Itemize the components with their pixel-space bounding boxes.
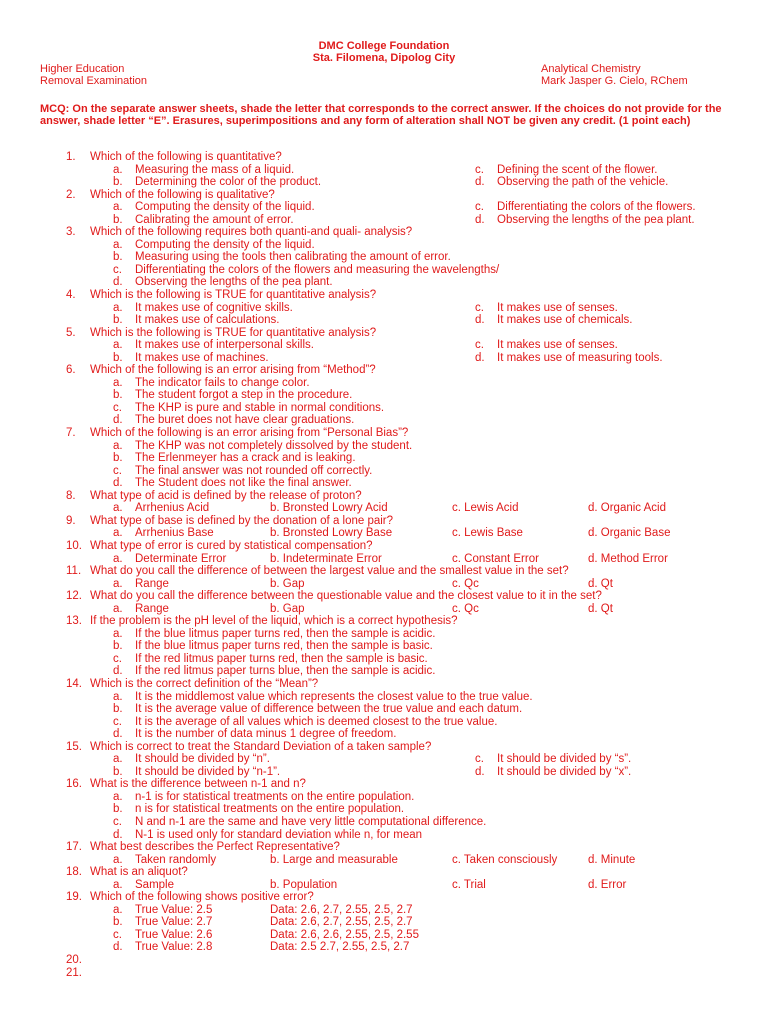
- question-number: 10.: [66, 539, 82, 552]
- option-letter: d.: [113, 665, 123, 678]
- question-text: What type of error is cured by statistical compensation?: [90, 539, 373, 552]
- option-row: [0, 803, 768, 816]
- option-text: b. Large and measurable: [270, 853, 398, 866]
- option-true-value: True Value: 2.8: [135, 941, 213, 954]
- subject-label: Analytical Chemistry: [541, 63, 641, 75]
- option-text: d. Qt: [588, 577, 613, 590]
- option-text: b. Population: [270, 878, 338, 891]
- question-row: [0, 590, 768, 603]
- question-text: What type of base is defined by the donation of a lone pair?: [90, 514, 394, 527]
- option-letter: c.: [475, 339, 484, 352]
- question-row: [0, 226, 768, 239]
- option-text: It should be divided by “n-1”.: [135, 765, 281, 778]
- option-letter: c.: [475, 201, 484, 214]
- option-row: [0, 879, 768, 892]
- option-text: It makes use of machines.: [135, 351, 269, 364]
- question-text: Which of the following is an error arising from “Method”?: [90, 364, 376, 377]
- option-letter: b.: [113, 452, 123, 465]
- question-text: Which of the following is quantitative?: [90, 151, 282, 163]
- option-letter: b.: [113, 251, 123, 264]
- option-letter: b.: [113, 640, 123, 653]
- option-letter: a.: [113, 552, 123, 565]
- question-row: [0, 891, 768, 904]
- question-number: 7.: [66, 427, 76, 440]
- option-true-value: True Value: 2.7: [135, 916, 213, 929]
- question-number: 11.: [66, 565, 82, 578]
- option-letter: d.: [113, 276, 123, 289]
- option-text: Arrhenius Acid: [135, 502, 210, 515]
- question-list: [0, 151, 768, 979]
- option-letter: a.: [113, 376, 123, 389]
- school-address: Sta. Filomena, Dipolog City: [312, 52, 456, 64]
- option-row: [0, 916, 768, 929]
- instructions: MCQ: On the separate answer sheets, shade the letter that corresponds to the correct answer. If the choices do not provide for the answer, shade letter “E”. Erasures, superimpositions and any form of alteration shall NOT be given any credit. (1 point each): [40, 103, 722, 128]
- question-row: [0, 967, 768, 980]
- option-text: Differentiating the colors of the flowers and measuring the wavelengths/: [135, 263, 500, 276]
- option-text: It is the average of all values which is deemed closest to the true value.: [135, 715, 498, 728]
- option-text: Determining the color of the product.: [135, 176, 322, 189]
- option-letter: c.: [113, 815, 122, 828]
- department-label: Higher Education: [40, 63, 125, 75]
- option-letter: b.: [113, 803, 123, 816]
- question-number: 20.: [66, 954, 82, 966]
- option-letter: b.: [113, 389, 123, 402]
- option-data: Data: 2.5 2.7, 2.55, 2.5, 2.7: [270, 941, 410, 954]
- option-row: [0, 314, 768, 327]
- question-text: What is an aliquot?: [90, 866, 188, 879]
- question-text: Which is correct to treat the Standard Deviation of a taken sample?: [90, 740, 432, 753]
- question-row: [0, 565, 768, 578]
- option-row: [0, 251, 768, 264]
- option-text: Arrhenius Base: [135, 527, 214, 540]
- option-row: [0, 164, 768, 177]
- question-row: [0, 515, 768, 528]
- option-letter: a.: [113, 201, 123, 214]
- option-text: d. Organic Base: [588, 527, 671, 540]
- option-row: [0, 929, 768, 942]
- option-text: Computing the density of the liquid.: [135, 201, 315, 214]
- instructor-label: Mark Jasper G. Cielo, RChem: [541, 75, 688, 87]
- option-text: The Erlenmeyer has a crack and is leaking.: [135, 452, 356, 465]
- option-text: The final answer was not rounded off correctly.: [135, 464, 373, 477]
- option-letter: d.: [113, 728, 123, 741]
- option-letter: d.: [475, 176, 485, 189]
- question-row: [0, 741, 768, 754]
- question-number: 14.: [66, 677, 82, 690]
- option-text: It is the average value of difference between the true value and each datum.: [135, 703, 523, 716]
- option-row: [0, 465, 768, 478]
- option-letter: b.: [113, 176, 123, 189]
- question-text: What do you call the difference between the questionable value and the closest value to it in the set?: [90, 590, 602, 603]
- option-text: It makes use of calculations.: [135, 314, 280, 327]
- question-row: [0, 615, 768, 628]
- option-row: [0, 691, 768, 704]
- option-text: If the red litmus paper turns red, then the sample is basic.: [135, 652, 428, 665]
- option-text: b. Gap: [270, 577, 305, 590]
- school-name: DMC College Foundation: [318, 40, 450, 52]
- option-row: [0, 402, 768, 415]
- option-text: If the red litmus paper turns blue, then the sample is acidic.: [135, 665, 436, 678]
- option-letter: a.: [113, 527, 123, 540]
- option-letter: a.: [113, 339, 123, 352]
- option-text: Differentiating the colors of the flowers.: [497, 201, 696, 214]
- question-text: What is the difference between n-1 and n?: [90, 778, 306, 791]
- question-number: 6.: [66, 364, 76, 377]
- option-letter: a.: [113, 790, 123, 803]
- question-row: [0, 151, 768, 164]
- question-text: Which is the following is TRUE for quantitative analysis?: [90, 289, 377, 302]
- option-row: [0, 264, 768, 277]
- option-row: [0, 389, 768, 402]
- option-letter: a.: [113, 577, 123, 590]
- question-text: Which of the following is qualitative?: [90, 188, 275, 201]
- option-text: N-1 is used only for standard deviation while n, for mean: [135, 828, 423, 841]
- option-row: [0, 791, 768, 804]
- option-text: b. Bronsted Lowry Base: [270, 527, 393, 540]
- option-letter: c.: [113, 401, 122, 414]
- option-letter: d.: [113, 414, 123, 427]
- option-letter: c.: [113, 464, 122, 477]
- option-letter: d.: [113, 477, 123, 490]
- option-letter: a.: [113, 439, 123, 452]
- option-text: c. Lewis Base: [452, 527, 523, 540]
- question-number: 15.: [66, 740, 82, 753]
- option-true-value: True Value: 2.5: [135, 903, 213, 916]
- option-letter: a.: [113, 690, 123, 703]
- option-letter: c.: [475, 163, 484, 176]
- option-letter: a.: [113, 627, 123, 640]
- option-row: [0, 302, 768, 315]
- question-text: Which of the following requires both quanti-and quali- analysis?: [90, 226, 413, 239]
- option-text: The indicator fails to change color.: [135, 376, 310, 389]
- option-text: It makes use of chemicals.: [497, 314, 633, 327]
- question-number: 12.: [66, 590, 82, 603]
- option-text: The buret does not have clear graduations.: [135, 414, 355, 427]
- question-text: Which is the correct definition of the “Mean”?: [90, 677, 319, 690]
- option-text: Range: [135, 577, 169, 590]
- option-text: It should be divided by “x”.: [497, 765, 632, 778]
- option-row: [0, 352, 768, 365]
- option-text: Computing the density of the liquid.: [135, 238, 315, 251]
- option-letter: c.: [113, 263, 122, 276]
- option-row: [0, 829, 768, 842]
- option-text: d. Minute: [588, 853, 636, 866]
- question-row: [0, 364, 768, 377]
- question-number: 13.: [66, 615, 82, 628]
- option-data: Data: 2.6, 2.7, 2.55, 2.5, 2.7: [270, 916, 413, 929]
- option-row: [0, 653, 768, 666]
- option-row: [0, 214, 768, 227]
- option-text: d. Error: [588, 878, 627, 891]
- question-number: 2.: [66, 188, 76, 201]
- option-row: [0, 239, 768, 252]
- option-text: c. Taken consciously: [452, 853, 558, 866]
- option-letter: a.: [113, 238, 123, 251]
- option-text: Determinate Error: [135, 552, 227, 565]
- option-row: [0, 201, 768, 214]
- option-row: [0, 603, 768, 616]
- option-row: [0, 440, 768, 453]
- question-number: 5.: [66, 326, 76, 339]
- question-row: [0, 189, 768, 202]
- question-number: 4.: [66, 289, 76, 302]
- question-number: 3.: [66, 226, 76, 239]
- option-text: It is the middlemost value which represents the closest value to the true value.: [135, 690, 533, 703]
- question-text: What do you call the difference of between the largest value and the smallest value in the set?: [90, 565, 569, 578]
- question-row: [0, 327, 768, 340]
- option-letter: b.: [113, 765, 123, 778]
- option-row: [0, 753, 768, 766]
- option-text: b. Gap: [270, 602, 305, 615]
- option-text: d. Organic Acid: [588, 502, 666, 515]
- option-text: It makes use of measuring tools.: [497, 351, 663, 364]
- option-text: It makes use of cognitive skills.: [135, 301, 293, 314]
- option-text: If the blue litmus paper turns red, then the sample is basic.: [135, 640, 433, 653]
- option-letter: d.: [475, 314, 485, 327]
- option-data: Data: 2.6, 2.7, 2.55, 2.5, 2.7: [270, 903, 413, 916]
- question-row: [0, 289, 768, 302]
- option-letter: c.: [113, 652, 122, 665]
- option-text: c. Trial: [452, 878, 486, 891]
- question-number: 21.: [66, 966, 82, 979]
- option-row: [0, 553, 768, 566]
- option-text: Measuring the mass of a liquid.: [135, 163, 295, 176]
- option-row: [0, 716, 768, 729]
- question-row: [0, 841, 768, 854]
- option-row: [0, 578, 768, 591]
- option-row: [0, 377, 768, 390]
- question-text: Which of the following shows positive error?: [90, 891, 314, 904]
- option-letter: a.: [113, 878, 123, 891]
- option-text: It should be divided by “s”.: [497, 753, 632, 766]
- question-row: [0, 490, 768, 503]
- option-row: [0, 904, 768, 917]
- option-text: It is the number of data minus 1 degree of freedom.: [135, 728, 397, 741]
- question-number: 8.: [66, 489, 76, 502]
- option-letter: c.: [113, 928, 122, 941]
- option-letter: b.: [113, 213, 123, 226]
- option-letter: a.: [113, 301, 123, 314]
- option-text: d. Qt: [588, 602, 613, 615]
- option-text: The KHP is pure and stable in normal conditions.: [135, 401, 385, 414]
- option-letter: d.: [113, 941, 123, 954]
- option-letter: a.: [113, 753, 123, 766]
- option-data: Data: 2.6, 2.6, 2.55, 2.5, 2.55: [270, 928, 419, 941]
- option-text: Range: [135, 602, 169, 615]
- option-row: [0, 176, 768, 189]
- option-letter: a.: [113, 602, 123, 615]
- option-row: [0, 766, 768, 779]
- option-text: The KHP was not completely dissolved by the student.: [135, 439, 413, 452]
- option-letter: b.: [113, 351, 123, 364]
- option-text: Observing the path of the vehicle.: [497, 176, 669, 189]
- option-row: [0, 628, 768, 641]
- option-letter: d.: [475, 765, 485, 778]
- question-number: 9.: [66, 514, 76, 527]
- option-text: b. Indeterminate Error: [270, 552, 382, 565]
- option-letter: a.: [113, 853, 123, 866]
- question-number: 17.: [66, 841, 82, 854]
- option-letter: d.: [113, 828, 123, 841]
- option-row: [0, 452, 768, 465]
- option-letter: b.: [113, 314, 123, 327]
- question-row: [0, 678, 768, 691]
- option-letter: d.: [475, 213, 485, 226]
- option-row: [0, 502, 768, 515]
- option-text: Observing the lengths of the pea plant.: [497, 213, 695, 226]
- exam-type-label: Removal Examination: [40, 75, 147, 87]
- option-text: Observing the lengths of the pea plant.: [135, 276, 333, 289]
- option-row: [0, 477, 768, 490]
- question-row: [0, 866, 768, 879]
- option-text: It makes use of senses.: [497, 301, 618, 314]
- question-number: 18.: [66, 866, 82, 879]
- option-text: c. Qc: [452, 602, 479, 615]
- option-text: If the blue litmus paper turns red, then the sample is acidic.: [135, 627, 436, 640]
- option-row: [0, 414, 768, 427]
- question-text: Which is the following is TRUE for quantitative analysis?: [90, 326, 377, 339]
- option-text: c. Lewis Acid: [452, 502, 519, 515]
- question-text: If the problem is the pH level of the liquid, which is a correct hypothesis?: [90, 615, 458, 628]
- option-row: [0, 854, 768, 867]
- option-text: It should be divided by “n”.: [135, 753, 270, 766]
- option-text: Taken randomly: [135, 853, 217, 866]
- option-text: c. Qc: [452, 577, 479, 590]
- question-text: Which of the following is an error arising from “Personal Bias”?: [90, 427, 409, 440]
- option-text: It makes use of interpersonal skills.: [135, 339, 314, 352]
- question-text: What best describes the Perfect Representative?: [90, 841, 340, 854]
- question-row: [0, 954, 768, 967]
- option-text: d. Method Error: [588, 552, 668, 565]
- option-text: b. Bronsted Lowry Acid: [270, 502, 388, 515]
- option-text: n is for statistical treatments on the entire population.: [135, 803, 405, 816]
- option-row: [0, 339, 768, 352]
- option-text: N and n-1 are the same and have very little computational difference.: [135, 815, 487, 828]
- option-letter: b.: [113, 916, 123, 929]
- question-number: 16.: [66, 778, 82, 791]
- option-row: [0, 276, 768, 289]
- option-text: It makes use of senses.: [497, 339, 618, 352]
- option-text: c. Constant Error: [452, 552, 539, 565]
- option-letter: a.: [113, 502, 123, 515]
- question-row: [0, 427, 768, 440]
- question-text: What type of acid is defined by the release of proton?: [90, 489, 362, 502]
- option-letter: c.: [475, 753, 484, 766]
- option-row: [0, 665, 768, 678]
- option-text: n-1 is for statistical treatments on the entire population.: [135, 790, 415, 803]
- option-row: [0, 941, 768, 954]
- option-text: Defining the scent of the flower.: [497, 163, 658, 176]
- option-text: Sample: [135, 878, 174, 891]
- option-row: [0, 816, 768, 829]
- option-text: Measuring using the tools then calibrating the amount of error.: [135, 251, 451, 264]
- option-row: [0, 640, 768, 653]
- option-true-value: True Value: 2.6: [135, 928, 213, 941]
- question-row: [0, 540, 768, 553]
- option-letter: a.: [113, 903, 123, 916]
- option-letter: c.: [475, 301, 484, 314]
- option-row: [0, 527, 768, 540]
- question-row: [0, 778, 768, 791]
- option-row: [0, 703, 768, 716]
- option-row: [0, 728, 768, 741]
- option-letter: a.: [113, 163, 123, 176]
- option-letter: b.: [113, 703, 123, 716]
- option-letter: d.: [475, 351, 485, 364]
- option-text: The Student does not like the final answer.: [135, 477, 352, 490]
- option-text: The student forgot a step in the procedure.: [135, 389, 353, 402]
- option-text: Calibrating the amount of error.: [135, 213, 294, 226]
- question-number: 19.: [66, 891, 82, 904]
- option-letter: c.: [113, 715, 122, 728]
- question-number: 1.: [66, 151, 76, 163]
